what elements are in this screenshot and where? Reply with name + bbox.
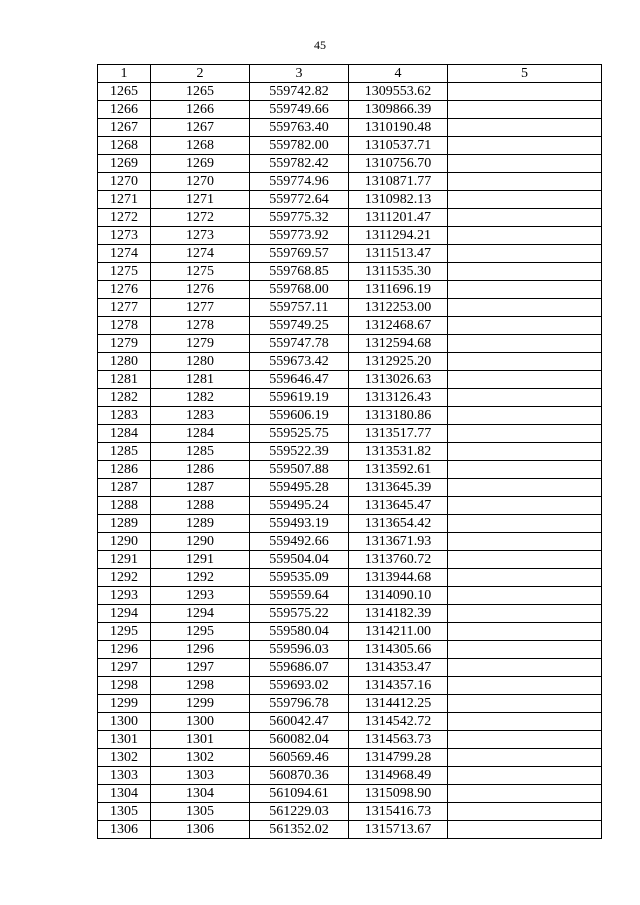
table-cell-col-2: 1306 [151, 821, 250, 839]
table-row [98, 335, 602, 353]
table-cell-col-1: 1285 [98, 443, 151, 461]
table-cell-col-2: 1282 [151, 389, 250, 407]
table-cell-col-2: 1300 [151, 713, 250, 731]
table-cell-col-3: 559769.57 [250, 245, 349, 263]
table-row [98, 371, 602, 389]
table-cell-col-3: 559575.22 [250, 605, 349, 623]
table-row [98, 695, 602, 713]
table-cell-col-1: 1280 [98, 353, 151, 371]
table-row [98, 641, 602, 659]
table-row [98, 353, 602, 371]
column-header-3: 3 [250, 65, 349, 83]
table-cell-col-1: 1299 [98, 695, 151, 713]
table-row [98, 461, 602, 479]
table-cell-col-4: 1312468.67 [349, 317, 448, 335]
table-cell-col-2: 1281 [151, 371, 250, 389]
table-cell-col-3: 560870.36 [250, 767, 349, 785]
table-cell-col-2: 1293 [151, 587, 250, 605]
table-cell-col-5 [448, 515, 602, 533]
table-row [98, 551, 602, 569]
table-row [98, 767, 602, 785]
table-row [98, 677, 602, 695]
table-cell-col-4: 1314211.00 [349, 623, 448, 641]
table-cell-col-5 [448, 803, 602, 821]
table-cell-col-5 [448, 785, 602, 803]
column-header-4: 4 [349, 65, 448, 83]
table-row [98, 389, 602, 407]
table-cell-col-5 [448, 569, 602, 587]
table-cell-col-5 [448, 533, 602, 551]
table-cell-col-5 [448, 749, 602, 767]
table-cell-col-4: 1309553.62 [349, 83, 448, 101]
table-cell-col-1: 1282 [98, 389, 151, 407]
table-cell-col-3: 559773.92 [250, 227, 349, 245]
table-cell-col-2: 1295 [151, 623, 250, 641]
table-cell-col-3: 560569.46 [250, 749, 349, 767]
table-cell-col-5 [448, 407, 602, 425]
table-cell-col-5 [448, 695, 602, 713]
table-row [98, 425, 602, 443]
table-cell-col-3: 559619.19 [250, 389, 349, 407]
table-cell-col-1: 1276 [98, 281, 151, 299]
table-cell-col-1: 1279 [98, 335, 151, 353]
table-cell-col-2: 1279 [151, 335, 250, 353]
table-row [98, 137, 602, 155]
table-cell-col-1: 1275 [98, 263, 151, 281]
table-cell-col-2: 1286 [151, 461, 250, 479]
table-cell-col-1: 1292 [98, 569, 151, 587]
table-cell-col-3: 559596.03 [250, 641, 349, 659]
table-cell-col-2: 1268 [151, 137, 250, 155]
table-cell-col-1: 1288 [98, 497, 151, 515]
table-cell-col-2: 1271 [151, 191, 250, 209]
table-cell-col-4: 1314353.47 [349, 659, 448, 677]
table-row [98, 317, 602, 335]
table-cell-col-2: 1302 [151, 749, 250, 767]
table-cell-col-4: 1313645.39 [349, 479, 448, 497]
table-cell-col-1: 1270 [98, 173, 151, 191]
table-cell-col-3: 559535.09 [250, 569, 349, 587]
table-cell-col-2: 1265 [151, 83, 250, 101]
table-cell-col-4: 1314412.25 [349, 695, 448, 713]
table-cell-col-5 [448, 461, 602, 479]
table-cell-col-4: 1312253.00 [349, 299, 448, 317]
table-cell-col-2: 1266 [151, 101, 250, 119]
table-row [98, 515, 602, 533]
table-row [98, 803, 602, 821]
table-cell-col-1: 1287 [98, 479, 151, 497]
table-cell-col-4: 1314542.72 [349, 713, 448, 731]
table-cell-col-3: 560082.04 [250, 731, 349, 749]
table-cell-col-4: 1313654.42 [349, 515, 448, 533]
table-cell-col-2: 1298 [151, 677, 250, 695]
table-cell-col-4: 1314968.49 [349, 767, 448, 785]
table-cell-col-4: 1314563.73 [349, 731, 448, 749]
table-cell-col-3: 561094.61 [250, 785, 349, 803]
column-header-1: 1 [98, 65, 151, 83]
table-cell-col-5 [448, 155, 602, 173]
table-cell-col-4: 1314799.28 [349, 749, 448, 767]
table-row [98, 443, 602, 461]
page-number: 45 [314, 38, 326, 52]
table-cell-col-5 [448, 479, 602, 497]
table-row [98, 731, 602, 749]
table-cell-col-5 [448, 623, 602, 641]
table-cell-col-4: 1310537.71 [349, 137, 448, 155]
table-row [98, 569, 602, 587]
table-cell-col-4: 1313517.77 [349, 425, 448, 443]
table-cell-col-1: 1289 [98, 515, 151, 533]
table-cell-col-3: 559772.64 [250, 191, 349, 209]
table-cell-col-5 [448, 713, 602, 731]
table-cell-col-3: 559768.85 [250, 263, 349, 281]
table-row [98, 101, 602, 119]
table-row [98, 587, 602, 605]
table-cell-col-1: 1291 [98, 551, 151, 569]
table-cell-col-5 [448, 335, 602, 353]
table-cell-col-5 [448, 263, 602, 281]
table-cell-col-2: 1292 [151, 569, 250, 587]
table-cell-col-1: 1286 [98, 461, 151, 479]
table-row [98, 227, 602, 245]
column-header-5: 5 [448, 65, 602, 83]
table-cell-col-3: 559525.75 [250, 425, 349, 443]
table-cell-col-1: 1268 [98, 137, 151, 155]
table-cell-col-2: 1289 [151, 515, 250, 533]
table-cell-col-1: 1290 [98, 533, 151, 551]
table-cell-col-2: 1288 [151, 497, 250, 515]
table-cell-col-2: 1272 [151, 209, 250, 227]
table-cell-col-1: 1304 [98, 785, 151, 803]
table-cell-col-5 [448, 551, 602, 569]
table-cell-col-2: 1270 [151, 173, 250, 191]
table-row [98, 299, 602, 317]
table-cell-col-4: 1315416.73 [349, 803, 448, 821]
table-cell-col-2: 1296 [151, 641, 250, 659]
table-cell-col-5 [448, 227, 602, 245]
table-cell-col-4: 1312925.20 [349, 353, 448, 371]
table-row [98, 821, 602, 839]
table-cell-col-3: 559747.78 [250, 335, 349, 353]
table-cell-col-1: 1294 [98, 605, 151, 623]
table-cell-col-1: 1306 [98, 821, 151, 839]
table-cell-col-2: 1294 [151, 605, 250, 623]
table-cell-col-1: 1302 [98, 749, 151, 767]
table-cell-col-2: 1285 [151, 443, 250, 461]
table-cell-col-3: 559782.42 [250, 155, 349, 173]
table-cell-col-3: 559606.19 [250, 407, 349, 425]
table-cell-col-3: 559757.11 [250, 299, 349, 317]
table-cell-col-1: 1272 [98, 209, 151, 227]
table-cell-col-3: 559749.66 [250, 101, 349, 119]
table-cell-col-4: 1313592.61 [349, 461, 448, 479]
column-header-2: 2 [151, 65, 250, 83]
table-cell-col-4: 1314182.39 [349, 605, 448, 623]
table-cell-col-3: 559693.02 [250, 677, 349, 695]
table-cell-col-5 [448, 317, 602, 335]
table-cell-col-4: 1315713.67 [349, 821, 448, 839]
table-cell-col-2: 1284 [151, 425, 250, 443]
table-cell-col-3: 559493.19 [250, 515, 349, 533]
table-cell-col-2: 1274 [151, 245, 250, 263]
table-cell-col-1: 1295 [98, 623, 151, 641]
table-cell-col-2: 1273 [151, 227, 250, 245]
table-cell-col-1: 1293 [98, 587, 151, 605]
table-cell-col-2: 1291 [151, 551, 250, 569]
table-row [98, 155, 602, 173]
table-cell-col-1: 1305 [98, 803, 151, 821]
coordinates-table [97, 64, 602, 839]
table-cell-col-2: 1269 [151, 155, 250, 173]
table-cell-col-1: 1278 [98, 317, 151, 335]
table-cell-col-5 [448, 101, 602, 119]
table-cell-col-3: 559673.42 [250, 353, 349, 371]
table-cell-col-5 [448, 767, 602, 785]
table-cell-col-4: 1313026.63 [349, 371, 448, 389]
table-cell-col-2: 1267 [151, 119, 250, 137]
table-cell-col-5 [448, 281, 602, 299]
table-cell-col-1: 1283 [98, 407, 151, 425]
table-header [98, 65, 602, 83]
header-row [98, 65, 602, 83]
table-cell-col-2: 1277 [151, 299, 250, 317]
table-cell-col-5 [448, 821, 602, 839]
table-cell-col-3: 559742.82 [250, 83, 349, 101]
table-cell-col-2: 1290 [151, 533, 250, 551]
table-cell-col-1: 1301 [98, 731, 151, 749]
table-cell-col-3: 559495.24 [250, 497, 349, 515]
table-cell-col-1: 1284 [98, 425, 151, 443]
table-cell-col-3: 559796.78 [250, 695, 349, 713]
table-row [98, 785, 602, 803]
table-cell-col-4: 1310756.70 [349, 155, 448, 173]
table-row [98, 263, 602, 281]
table-cell-col-3: 559507.88 [250, 461, 349, 479]
table-cell-col-1: 1298 [98, 677, 151, 695]
table-cell-col-4: 1310871.77 [349, 173, 448, 191]
table-cell-col-1: 1274 [98, 245, 151, 263]
table-row [98, 497, 602, 515]
table-cell-col-5 [448, 137, 602, 155]
table-cell-col-1: 1267 [98, 119, 151, 137]
table-cell-col-1: 1265 [98, 83, 151, 101]
table-cell-col-1: 1269 [98, 155, 151, 173]
table-cell-col-5 [448, 389, 602, 407]
table-row [98, 713, 602, 731]
table-cell-col-5 [448, 659, 602, 677]
table-row [98, 605, 602, 623]
table-row [98, 83, 602, 101]
table-cell-col-5 [448, 497, 602, 515]
table-cell-col-4: 1313531.82 [349, 443, 448, 461]
table-cell-col-3: 559580.04 [250, 623, 349, 641]
table-cell-col-2: 1303 [151, 767, 250, 785]
table-cell-col-5 [448, 587, 602, 605]
table-cell-col-4: 1309866.39 [349, 101, 448, 119]
table-row [98, 281, 602, 299]
table-cell-col-5 [448, 641, 602, 659]
table-cell-col-3: 559504.04 [250, 551, 349, 569]
table-cell-col-3: 561352.02 [250, 821, 349, 839]
table-row [98, 659, 602, 677]
table-cell-col-2: 1276 [151, 281, 250, 299]
table-cell-col-4: 1313944.68 [349, 569, 448, 587]
table-cell-col-2: 1304 [151, 785, 250, 803]
table-cell-col-2: 1297 [151, 659, 250, 677]
table-cell-col-5 [448, 353, 602, 371]
table-row [98, 407, 602, 425]
table-cell-col-4: 1311294.21 [349, 227, 448, 245]
table-row [98, 245, 602, 263]
table-cell-col-1: 1281 [98, 371, 151, 389]
table-cell-col-5 [448, 83, 602, 101]
table-body [98, 83, 602, 839]
table-cell-col-3: 559492.66 [250, 533, 349, 551]
table-cell-col-3: 559686.07 [250, 659, 349, 677]
table-row [98, 533, 602, 551]
table-cell-col-3: 560042.47 [250, 713, 349, 731]
table-cell-col-4: 1311513.47 [349, 245, 448, 263]
table-cell-col-4: 1312594.68 [349, 335, 448, 353]
table-row [98, 209, 602, 227]
table-cell-col-5 [448, 731, 602, 749]
table-cell-col-2: 1278 [151, 317, 250, 335]
table-cell-col-3: 559775.32 [250, 209, 349, 227]
table-cell-col-3: 559782.00 [250, 137, 349, 155]
table-cell-col-5 [448, 425, 602, 443]
table-cell-col-4: 1311696.19 [349, 281, 448, 299]
table-cell-col-4: 1314305.66 [349, 641, 448, 659]
table-cell-col-1: 1273 [98, 227, 151, 245]
table-cell-col-1: 1266 [98, 101, 151, 119]
table-cell-col-3: 559774.96 [250, 173, 349, 191]
table-cell-col-4: 1313760.72 [349, 551, 448, 569]
table-cell-col-3: 559763.40 [250, 119, 349, 137]
table-row [98, 623, 602, 641]
table-cell-col-5 [448, 605, 602, 623]
table-cell-col-2: 1301 [151, 731, 250, 749]
table-cell-col-5 [448, 119, 602, 137]
table-cell-col-4: 1311535.30 [349, 263, 448, 281]
table-cell-col-4: 1314090.10 [349, 587, 448, 605]
table-cell-col-5 [448, 173, 602, 191]
table-cell-col-5 [448, 443, 602, 461]
table-cell-col-5 [448, 371, 602, 389]
table-row [98, 479, 602, 497]
table-row [98, 191, 602, 209]
table-cell-col-2: 1275 [151, 263, 250, 281]
table-cell-col-5 [448, 299, 602, 317]
table-cell-col-3: 559768.00 [250, 281, 349, 299]
table-row [98, 173, 602, 191]
table-cell-col-2: 1299 [151, 695, 250, 713]
table-cell-col-4: 1313671.93 [349, 533, 448, 551]
table-cell-col-3: 559559.64 [250, 587, 349, 605]
table-cell-col-4: 1310982.13 [349, 191, 448, 209]
table-cell-col-1: 1303 [98, 767, 151, 785]
table-cell-col-1: 1271 [98, 191, 151, 209]
table-cell-col-5 [448, 245, 602, 263]
table-cell-col-3: 559749.25 [250, 317, 349, 335]
table-cell-col-2: 1283 [151, 407, 250, 425]
table-row [98, 119, 602, 137]
table-cell-col-3: 559522.39 [250, 443, 349, 461]
table-cell-col-3: 559495.28 [250, 479, 349, 497]
table-cell-col-5 [448, 209, 602, 227]
table-cell-col-1: 1297 [98, 659, 151, 677]
table-cell-col-4: 1310190.48 [349, 119, 448, 137]
table-cell-col-4: 1313126.43 [349, 389, 448, 407]
table-cell-col-1: 1296 [98, 641, 151, 659]
table-cell-col-1: 1277 [98, 299, 151, 317]
table-cell-col-2: 1280 [151, 353, 250, 371]
table-cell-col-3: 559646.47 [250, 371, 349, 389]
table-row [98, 749, 602, 767]
table-cell-col-4: 1311201.47 [349, 209, 448, 227]
table-cell-col-2: 1287 [151, 479, 250, 497]
table-cell-col-1: 1300 [98, 713, 151, 731]
table-cell-col-5 [448, 677, 602, 695]
table-cell-col-4: 1313645.47 [349, 497, 448, 515]
table-cell-col-4: 1314357.16 [349, 677, 448, 695]
table-cell-col-4: 1313180.86 [349, 407, 448, 425]
table-cell-col-3: 561229.03 [250, 803, 349, 821]
table-cell-col-4: 1315098.90 [349, 785, 448, 803]
table-cell-col-2: 1305 [151, 803, 250, 821]
table-cell-col-5 [448, 191, 602, 209]
